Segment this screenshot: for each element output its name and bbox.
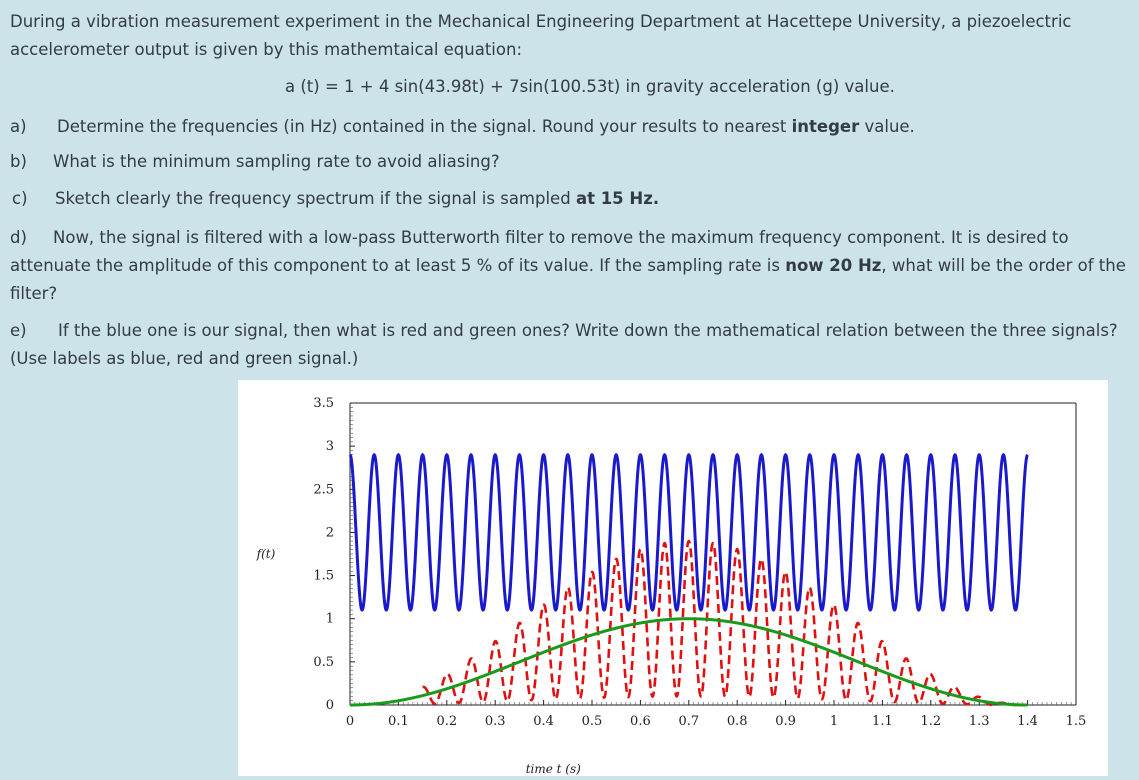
y-tick-label: 2 <box>325 525 334 541</box>
y-tick-label: 3 <box>325 439 334 455</box>
x-tick-label: 0 <box>345 714 355 729</box>
question-c-text <box>55 188 659 210</box>
x-tick-label: 0.5 <box>581 714 603 729</box>
question-a-bold: integer <box>791 117 860 136</box>
red-signal-line <box>423 541 1028 705</box>
x-tick-label: 1.1 <box>872 714 893 729</box>
question-a-label: a) <box>10 117 27 136</box>
question-d-line-2-end: , what will be the order of the <box>881 256 1126 275</box>
y-tick-label: 1.5 <box>313 568 334 584</box>
blue-signal-line <box>350 455 1028 610</box>
x-tick-label: 0.6 <box>630 714 651 729</box>
chart-axes <box>350 403 1076 705</box>
y-tick-label: 0.5 <box>313 654 334 670</box>
intro-line-1: During a vibration measurement experiment in the Mechanical Engineering Department at Hacettepe University, a piezoelectric <box>10 12 1072 31</box>
y-tick-label: 3.5 <box>313 396 334 411</box>
question-d-bold: now 20 Hz <box>785 256 882 275</box>
y-tick-label: 2.5 <box>313 482 334 498</box>
x-tick-label: 0.8 <box>726 714 748 729</box>
question-d-line-2-start: attenuate the amplitude of this component to at least 5 % of its value. If the sampling rate is <box>10 256 786 275</box>
intro-line-2: accelerometer output is given by this mathemtaical equation: <box>10 40 523 59</box>
question-a-text <box>57 116 915 138</box>
question-d-line-2 <box>10 255 1126 277</box>
x-tick-label: 0.4 <box>533 714 554 729</box>
chart-series <box>350 455 1028 705</box>
question-b-label: b) <box>10 152 27 171</box>
question-e-label: e) <box>10 321 27 340</box>
green-signal-line <box>350 619 1028 705</box>
x-tick-label: 1.2 <box>920 714 942 729</box>
question-a-text-start: Determine the frequencies (in Hz) contained in the signal. Round your results to nearest <box>57 117 792 136</box>
y-tick-label: 1 <box>325 611 334 627</box>
x-tick-label: 1.5 <box>1065 714 1087 729</box>
equation: a (t) = 1 + 4 sin(43.98t) + 7sin(100.53t) in gravity acceleration (g) value. <box>285 77 895 96</box>
question-c-text-start: Sketch clearly the frequency spectrum if the signal is sampled <box>55 189 576 208</box>
signal-chart <box>238 380 1108 776</box>
x-tick-label: 0.3 <box>484 714 506 729</box>
question-e-line-1: If the blue one is our signal, then what is red and green ones? Write down the mathematical relation between the three signals? <box>58 321 1118 340</box>
chart-labels <box>256 396 1087 776</box>
question-e-line-2: (Use labels as blue, red and green signal.) <box>10 349 359 368</box>
chart-svg <box>238 380 1108 776</box>
x-tick-label: 0.1 <box>388 714 409 729</box>
y-axis-label: f(t) <box>256 547 276 561</box>
x-tick-label: 0.9 <box>775 714 796 729</box>
question-c-label: c) <box>12 189 28 208</box>
question-d-line-1: Now, the signal is filtered with a low-pass Butterworth filter to remove the maximum frequency component. It is desired to <box>53 228 1069 247</box>
question-a-text-end: value. <box>859 117 915 136</box>
question-d-label: d) <box>10 228 27 247</box>
x-tick-label: 0.7 <box>678 714 700 729</box>
x-tick-label: 1.3 <box>968 714 990 729</box>
x-axis-label: time t (s) <box>525 762 581 776</box>
x-tick-label: 0.2 <box>436 714 458 729</box>
x-tick-label: 1 <box>829 714 839 729</box>
question-c-bold: at 15 Hz. <box>575 189 660 208</box>
x-tick-label: 1.4 <box>1017 714 1038 729</box>
y-tick-label: 0 <box>325 698 334 713</box>
question-b-text: What is the minimum sampling rate to avoid aliasing? <box>53 152 500 171</box>
question-d-line-3: filter? <box>10 284 58 303</box>
